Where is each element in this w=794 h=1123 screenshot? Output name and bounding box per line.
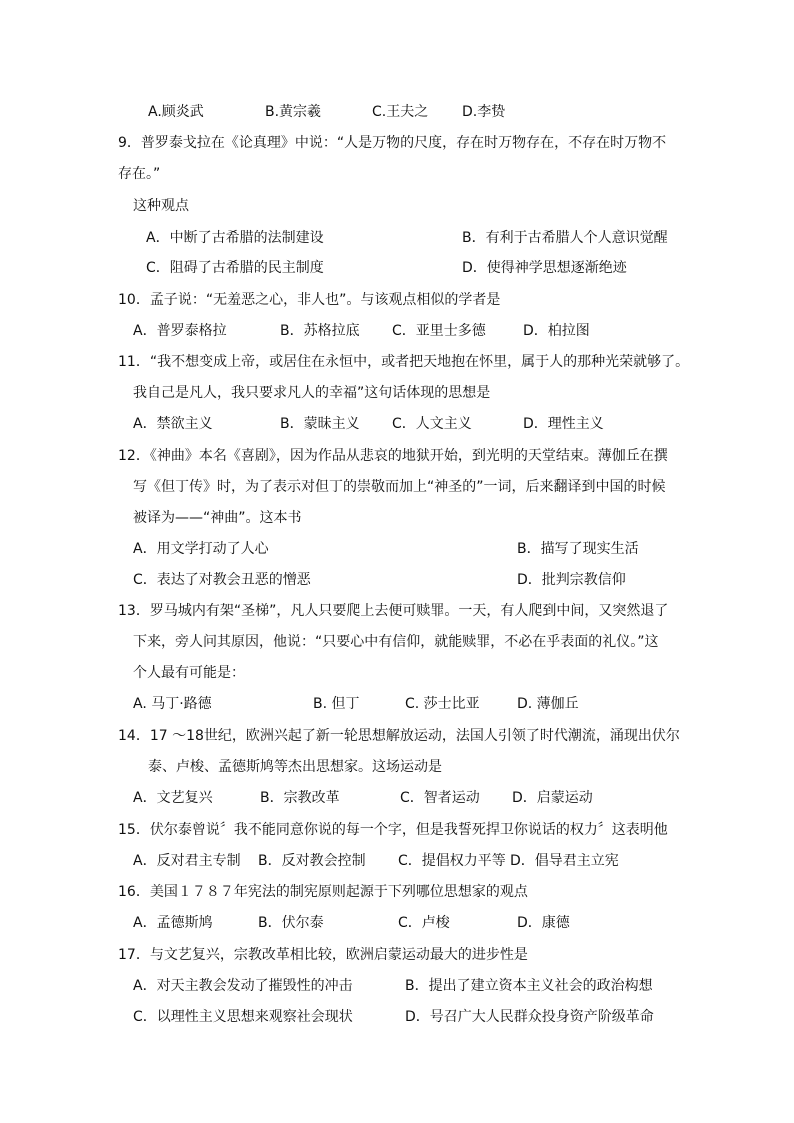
q12-stem-line-3: 被译为——“神曲”。这本书 — [133, 510, 302, 526]
q13-stem-line-1: 13．罗马城内有架“圣梯”，凡人只要爬上去便可赎罪。一天，有人爬到中间，又突然退了 — [118, 603, 669, 619]
q13-stem-line-2: 下来，旁人问其原因，他说：“只要心中有信仰，就能赎罪，不必在乎表面的礼仪。”这 — [133, 634, 659, 650]
q10-option-d: D．柏拉图 — [523, 323, 590, 339]
q16-option-a: A．孟德斯鸠 — [133, 915, 213, 931]
q12-option-d: D．批判宗教信仰 — [517, 572, 626, 588]
q14-option-d: D．启蒙运动 — [512, 790, 593, 806]
q11-option-c: C．人文主义 — [392, 416, 472, 432]
q13-option-a: A. 马丁·路德 — [133, 696, 212, 712]
q13-stem-line-3: 个人最有可能是： — [133, 665, 245, 681]
q15-option-c: C．提倡权力平等 — [398, 853, 506, 869]
q14-option-b: B．宗教改革 — [260, 790, 340, 806]
q12-stem-line-1: 12．《神曲》本名《喜剧》，因为作品从悲哀的地狱开始，到光明的天堂结束。薄伽丘在撰 — [118, 448, 668, 464]
q11-option-b: B．蒙昧主义 — [280, 416, 360, 432]
q9-option-a: A．中断了古希腊的法制建设 — [146, 230, 324, 246]
q16-option-c: C．卢梭 — [398, 915, 450, 931]
q8-option-a: A.顾炎武 — [148, 104, 204, 120]
q15-option-d: D．倡导君主立宪 — [510, 853, 619, 869]
q14-stem-line-2: 泰、卢梭、孟德斯鸠等杰出思想家。这场运动是 — [148, 759, 442, 775]
q14-option-c: C．智者运动 — [400, 790, 480, 806]
q17-option-a: A．对天主教会发动了摧毁性的冲击 — [133, 978, 353, 994]
q16-stem: 16．美国１７８７年宪法的制宪原则起源于下列哪位思想家的观点 — [118, 884, 528, 900]
q9-option-d: D．使得神学思想逐渐绝迹 — [462, 260, 627, 276]
q8-option-c: C.王夫之 — [372, 104, 429, 120]
q9-stem-line-2: 存在。” — [118, 166, 161, 182]
q15-option-a: A．反对君主专制 — [133, 853, 241, 869]
q11-stem-line-1: 11．“我不想变成上帝，或居住在永恒中，或者把天地抱在怀里，属于人的那种光荣就够了。 — [118, 354, 690, 370]
q16-option-d: D．康德 — [517, 915, 570, 931]
q12-option-c: C．表达了对教会丑恶的憎恶 — [133, 572, 311, 588]
q8-option-d: D.李贽 — [462, 104, 506, 120]
q13-option-d: D. 薄伽丘 — [517, 696, 579, 712]
q9-stem-line-1: 9．普罗泰戈拉在《论真理》中说：“人是万物的尺度，存在时万物存在，不存在时万物不 — [118, 135, 667, 151]
q11-stem-line-2: 我自己是凡人，我只要求凡人的幸福”这句话体现的思想是 — [133, 385, 491, 401]
q15-stem: 15．伏尔泰曾说〞我不能同意你说的每一个字，但是我誓死捍卫你说话的权力〞这表明他 — [118, 822, 668, 838]
q9-option-c: C．阻碍了古希腊的民主制度 — [146, 260, 324, 276]
q9-option-b: B．有利于古希腊人个人意识觉醒 — [462, 230, 668, 246]
q17-option-c: C．以理性主义思想来观察社会现状 — [133, 1009, 353, 1025]
q14-stem-line-1: 14．17 ～18世纪，欧洲兴起了新一轮思想解放运动，法国人引领了时代潮流，涌现出伏尔 — [118, 728, 680, 744]
q17-option-d: D．号召广大人民群众投身资产阶级革命 — [405, 1009, 654, 1025]
q14-option-a: A．文艺复兴 — [133, 790, 213, 806]
q12-stem-line-2: 写《但丁传》时，为了表示对但丁的崇敬而加上“神圣的”一词，后来翻译到中国的时候 — [133, 479, 666, 495]
q16-option-b: B．伏尔泰 — [258, 915, 324, 931]
q13-option-b: B. 但丁 — [313, 696, 360, 712]
q12-option-b: B．描写了现实生活 — [517, 541, 639, 557]
q11-option-a: A．禁欲主义 — [133, 416, 213, 432]
q13-option-c: C. 莎士比亚 — [405, 696, 480, 712]
q15-option-b: B．反对教会控制 — [258, 853, 366, 869]
q9-stem-line-3: 这种观点 — [133, 198, 189, 214]
q17-option-b: B．提出了建立资本主义社会的政治构想 — [405, 978, 653, 994]
q11-option-d: D．理性主义 — [523, 416, 604, 432]
q17-stem: 17．与文艺复兴，宗教改革相比较，欧洲启蒙运动最大的进步性是 — [118, 947, 528, 963]
q10-stem: 10．孟子说：“无羞恶之心，非人也”。与该观点相似的学者是 — [118, 292, 501, 308]
q12-option-a: A．用文学打动了人心 — [133, 541, 269, 557]
q10-option-b: B．苏格拉底 — [280, 323, 360, 339]
q8-option-b: B.黄宗羲 — [265, 104, 322, 120]
q10-option-a: A．普罗泰格拉 — [133, 323, 227, 339]
q10-option-c: C．亚里士多德 — [392, 323, 486, 339]
